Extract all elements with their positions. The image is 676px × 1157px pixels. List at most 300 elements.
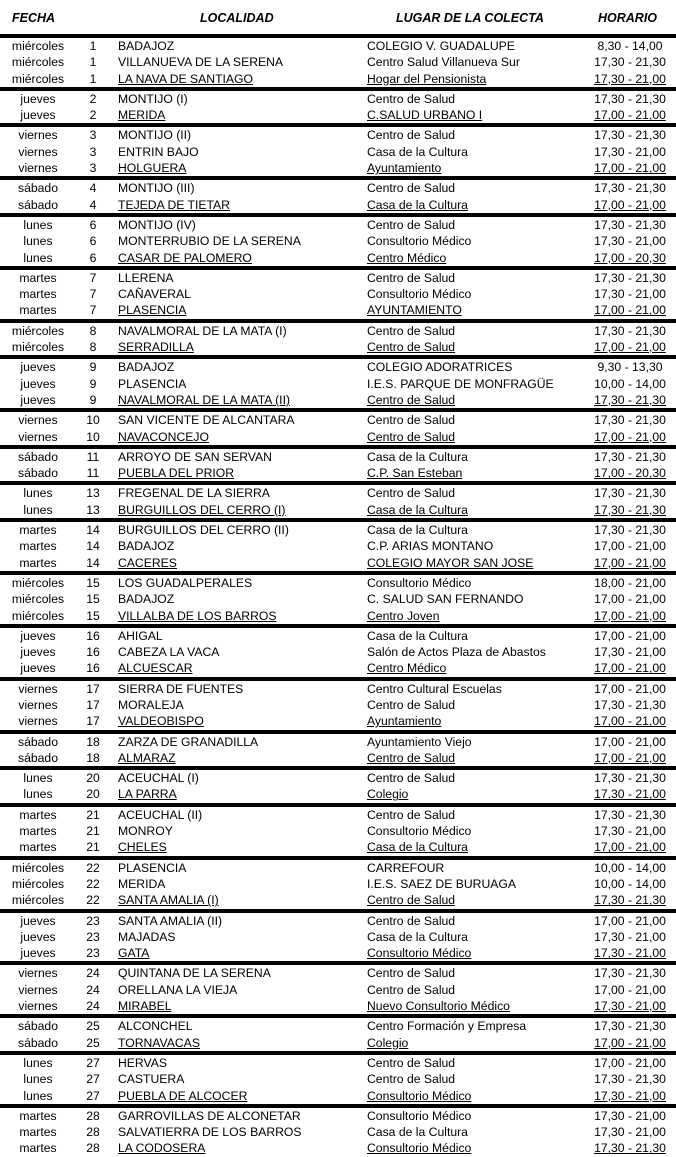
table-row: [0, 392, 676, 408]
table-row: [0, 217, 676, 233]
table-row: [0, 429, 676, 445]
table-row: [0, 1108, 676, 1124]
cell-horario: 17,30 - 21,30: [594, 893, 666, 908]
cell-horario: 17,00 - 21,00: [594, 840, 666, 855]
table-row: [0, 1071, 676, 1087]
cell-localidad: CHELES: [118, 840, 167, 855]
cell-date-day: viernes: [18, 413, 58, 428]
cell-date-day: lunes: [23, 486, 53, 501]
cell-lugar: Centro de Salud: [367, 217, 456, 232]
cell-horario: 17,30 - 21,30: [594, 128, 666, 143]
table-row: [0, 786, 676, 802]
table-row: [0, 449, 676, 465]
cell-lugar: Ayuntamiento Viejo: [367, 734, 472, 749]
cell-date-day: jueves: [20, 108, 56, 123]
cell-date-number: 28: [86, 1141, 100, 1156]
cell-horario: 10,00 - 14,00: [594, 376, 666, 391]
header-localidad: LOCALIDAD: [200, 11, 274, 25]
cell-lugar: COLEGIO MAYOR SAN JOSE: [367, 555, 534, 570]
cell-date-day: lunes: [23, 217, 53, 232]
cell-date-number: 2: [89, 108, 97, 123]
cell-lugar: C. SALUD SAN FERNANDO: [367, 592, 524, 607]
cell-lugar: Casa de la Cultura: [367, 840, 468, 855]
cell-lugar: Consultorio Médico: [367, 1108, 472, 1123]
cell-horario: 17,00 - 21,00: [594, 1035, 666, 1050]
cell-date-day: martes: [19, 270, 57, 285]
date-group: [0, 518, 676, 571]
date-group: [0, 1051, 676, 1104]
cell-horario: 17,30 - 21,30: [594, 323, 666, 338]
cell-localidad: NAVALMORAL DE LA MATA (I): [118, 323, 287, 338]
cell-date-number: 4: [89, 181, 97, 196]
cell-date-number: 22: [86, 876, 100, 891]
table-row: [0, 91, 676, 107]
date-group: [0, 961, 676, 1014]
cell-localidad: NAVACONCEJO: [118, 429, 209, 444]
cell-date-number: 3: [89, 161, 97, 176]
cell-lugar: Casa de la Cultura: [367, 197, 468, 212]
cell-date-day: miércoles: [11, 876, 65, 891]
cell-date-day: martes: [19, 539, 57, 554]
cell-date-number: 15: [86, 575, 100, 590]
cell-localidad: MAJADAS: [118, 929, 176, 944]
cell-date-number: 11: [86, 466, 100, 481]
date-group: [0, 408, 676, 445]
cell-lugar: C.P. ARIAS MONTANO: [367, 539, 494, 554]
date-group: [0, 266, 676, 319]
cell-lugar: Consultorio Médico: [367, 1088, 472, 1103]
cell-lugar: Centro de Salud: [367, 893, 456, 908]
date-group: [0, 34, 676, 87]
cell-date-number: 9: [89, 376, 97, 391]
table-row: [0, 339, 676, 355]
header-fecha: FECHA: [12, 11, 56, 25]
cell-date-day: miércoles: [11, 55, 65, 70]
cell-date-number: 21: [86, 807, 100, 822]
cell-lugar: Centro de Salud: [367, 340, 456, 355]
cell-date-day: lunes: [23, 1055, 53, 1070]
cell-date-day: jueves: [20, 628, 56, 643]
cell-lugar: Centro de Salud: [367, 413, 456, 428]
cell-horario: 17,00 - 21,00: [594, 161, 666, 176]
cell-date-number: 25: [86, 1019, 100, 1034]
cell-date-number: 23: [86, 929, 100, 944]
date-group: [0, 856, 676, 909]
table-row: [0, 1140, 676, 1156]
table-row: [0, 876, 676, 892]
cell-localidad: LA PARRA: [118, 787, 177, 802]
cell-lugar: Centro Formación y Empresa: [367, 1019, 527, 1034]
cell-horario: 17,30 - 21,00: [594, 824, 666, 839]
cell-lugar: I.E.S. SAEZ DE BURUAGA: [367, 876, 516, 891]
table-row: [0, 770, 676, 786]
table-row: [0, 71, 676, 87]
table-row: [0, 807, 676, 823]
cell-horario: 17,00 - 21,00: [594, 714, 666, 729]
date-group: [0, 1014, 676, 1051]
cell-horario: 17,30 - 21,30: [594, 1141, 666, 1156]
cell-date-day: viernes: [18, 681, 58, 696]
cell-date-day: martes: [19, 807, 57, 822]
table-row: [0, 628, 676, 644]
cell-date-number: 14: [86, 539, 100, 554]
cell-date-number: 18: [86, 750, 100, 765]
cell-date-number: 11: [86, 449, 100, 464]
cell-lugar: Centro de Salud: [367, 429, 456, 444]
table-row: [0, 1124, 676, 1140]
cell-lugar: Casa de la Cultura: [367, 523, 468, 538]
cell-horario: 17,30 - 21,30: [594, 270, 666, 285]
cell-date-number: 17: [86, 681, 100, 696]
cell-date-number: 4: [89, 197, 97, 212]
cell-date-day: sábado: [18, 734, 58, 749]
cell-date-day: miércoles: [11, 592, 65, 607]
cell-localidad: CASAR DE PALOMERO: [118, 250, 252, 265]
cell-date-number: 3: [89, 144, 97, 159]
cell-date-number: 25: [86, 1035, 100, 1050]
cell-horario: 8,30 - 14,00: [597, 39, 663, 53]
cell-date-day: martes: [19, 1125, 57, 1140]
cell-lugar: Consultorio Médico: [367, 824, 472, 839]
cell-lugar: Centro de Salud: [367, 392, 456, 407]
table-row: [0, 127, 676, 143]
cell-date-number: 1: [89, 39, 97, 53]
cell-date-number: 10: [86, 413, 100, 428]
cell-horario: 17,30 - 21,00: [594, 929, 666, 944]
cell-horario: 17,30 - 21,00: [594, 1125, 666, 1140]
cell-horario: 17,30 - 21,00: [594, 999, 666, 1014]
cell-date-day: viernes: [18, 982, 58, 997]
cell-localidad: ZARZA DE GRANADILLA: [118, 734, 259, 749]
cell-lugar: COLEGIO V. GUADALUPE: [367, 39, 515, 53]
cell-horario: 17,30 - 21,00: [594, 234, 666, 249]
cell-horario: 17,30 - 21,00: [594, 1108, 666, 1123]
cell-horario: 17,30 - 21,30: [594, 966, 666, 981]
cell-date-number: 2: [89, 91, 97, 106]
cell-date-number: 20: [86, 787, 100, 802]
cell-lugar: Centro Médico: [367, 250, 447, 265]
cell-localidad: SAN VICENTE DE ALCANTARA: [118, 413, 295, 428]
cell-lugar: Casa de la Cultura: [367, 1125, 468, 1140]
table-row: [0, 538, 676, 554]
cell-date-day: jueves: [20, 661, 56, 676]
cell-localidad: MONTIJO (I): [118, 91, 188, 106]
cell-lugar: Ayuntamiento: [367, 714, 442, 729]
cell-date-number: 23: [86, 913, 100, 928]
cell-date-day: jueves: [20, 360, 56, 375]
cell-date-day: viernes: [18, 161, 58, 176]
cell-horario: 17,00 - 21,00: [594, 429, 666, 444]
date-group: [0, 1104, 676, 1157]
table-row: [0, 591, 676, 607]
date-group: [0, 677, 676, 730]
cell-date-day: martes: [19, 840, 57, 855]
cell-date-day: viernes: [18, 714, 58, 729]
cell-horario: 17,00 - 20,30: [594, 466, 666, 481]
cell-date-number: 8: [89, 340, 97, 355]
cell-lugar: Ayuntamiento: [367, 161, 442, 176]
cell-date-number: 16: [86, 645, 100, 660]
cell-lugar: Centro Joven: [367, 608, 440, 623]
cell-horario: 17,30 - 21,30: [594, 771, 666, 786]
cell-horario: 17,30 - 21,30: [594, 523, 666, 538]
cell-lugar: Casa de la Cultura: [367, 628, 468, 643]
table-row: [0, 485, 676, 501]
date-group: [0, 803, 676, 856]
table-row: [0, 713, 676, 729]
cell-date-day: lunes: [23, 1072, 53, 1087]
cell-horario: 17,30 - 21,00: [594, 645, 666, 660]
header-lugar: LUGAR DE LA COLECTA: [396, 11, 544, 25]
cell-horario: 17,30 - 21,30: [594, 502, 666, 517]
cell-date-number: 13: [86, 502, 100, 517]
cell-localidad: TORNAVACAS: [118, 1035, 200, 1050]
cell-date-day: sábado: [18, 750, 58, 765]
cell-lugar: Salón de Actos Plaza de Abastos: [367, 645, 546, 660]
cell-horario: 17,30 - 21,30: [594, 449, 666, 464]
cell-horario: 17,00 - 21,00: [594, 1055, 666, 1070]
cell-date-number: 8: [89, 323, 97, 338]
cell-date-day: miércoles: [11, 860, 65, 875]
table-row: [0, 644, 676, 660]
cell-localidad: GATA: [118, 946, 150, 961]
cell-horario: 10,00 - 14,00: [594, 876, 666, 891]
cell-date-number: 27: [86, 1088, 100, 1103]
cell-horario: 17,00 - 21,00: [594, 539, 666, 554]
cell-horario: 17,30 - 21,30: [594, 91, 666, 106]
cell-date-day: sábado: [18, 1035, 58, 1050]
cell-localidad: MERIDA: [118, 876, 166, 891]
table-row: [0, 270, 676, 286]
cell-date-day: viernes: [18, 429, 58, 444]
cell-localidad: MONTIJO (II): [118, 128, 192, 143]
cell-date-day: martes: [19, 824, 57, 839]
table-row: [0, 1018, 676, 1034]
cell-localidad: LA CODOSERA: [118, 1141, 206, 1156]
cell-date-number: 14: [86, 523, 100, 538]
cell-date-day: miércoles: [11, 39, 65, 53]
cell-localidad: MONTERRUBIO DE LA SERENA: [118, 234, 301, 249]
cell-localidad: TEJEDA DE TIETAR: [118, 197, 230, 212]
cell-lugar: Centro de Salud: [367, 807, 456, 822]
cell-localidad: PLASENCIA: [118, 303, 187, 318]
table-row: [0, 144, 676, 160]
cell-date-day: lunes: [23, 787, 53, 802]
table-row: [0, 286, 676, 302]
table-row: [0, 608, 676, 624]
table-row: [0, 965, 676, 981]
cell-date-number: 16: [86, 661, 100, 676]
table-row: [0, 929, 676, 945]
cell-horario: 9,30 - 13,30: [597, 360, 663, 375]
table-row: [0, 522, 676, 538]
cell-date-number: 22: [86, 860, 100, 875]
cell-lugar: Consultorio Médico: [367, 234, 472, 249]
cell-localidad: ENTRIN BAJO: [118, 144, 199, 159]
cell-date-number: 6: [89, 217, 97, 232]
cell-lugar: I.E.S. PARQUE DE MONFRAGÜE: [367, 376, 554, 391]
cell-horario: 17,30 - 21,30: [594, 217, 666, 232]
cell-lugar: Centro Salud Villanueva Sur: [367, 55, 520, 70]
table-row: [0, 555, 676, 571]
date-group: [0, 319, 676, 356]
cell-date-day: sábado: [18, 181, 58, 196]
cell-localidad: ALMARAZ: [118, 750, 176, 765]
table-row: [0, 860, 676, 876]
cell-lugar: Consultorio Médico: [367, 575, 472, 590]
cell-lugar: Centro Cultural Escuelas: [367, 681, 502, 696]
cell-date-number: 18: [86, 734, 100, 749]
cell-date-day: martes: [19, 303, 57, 318]
cell-date-number: 23: [86, 946, 100, 961]
cell-localidad: PLASENCIA: [118, 860, 187, 875]
cell-localidad: SANTA AMALIA (II): [118, 913, 223, 928]
cell-date-day: viernes: [18, 999, 58, 1014]
cell-date-day: martes: [19, 523, 57, 538]
cell-localidad: SALVATIERRA DE LOS BARROS: [118, 1125, 302, 1140]
cell-horario: 17,00 - 21,00: [594, 340, 666, 355]
cell-lugar: Centro de Salud: [367, 982, 456, 997]
cell-lugar: Casa de la Cultura: [367, 929, 468, 944]
table-row: [0, 54, 676, 70]
table-row: [0, 465, 676, 481]
cell-lugar: Casa de la Cultura: [367, 502, 468, 517]
table-row: [0, 1088, 676, 1104]
cell-horario: 17,30 - 21,30: [594, 55, 666, 70]
cell-localidad: ORELLANA LA VIEJA: [118, 982, 238, 997]
cell-date-day: jueves: [20, 913, 56, 928]
cell-localidad: GARROVILLAS DE ALCONETAR: [118, 1108, 301, 1123]
cell-localidad: MERIDA: [118, 108, 166, 123]
cell-lugar: Nuevo Consultorio Médico: [367, 999, 510, 1014]
date-group: [0, 730, 676, 767]
cell-lugar: Centro de Salud: [367, 181, 456, 196]
cell-date-day: jueves: [20, 946, 56, 961]
cell-localidad: MONTIJO (III): [118, 181, 195, 196]
cell-localidad: PUEBLA DEL PRIOR: [118, 466, 235, 481]
cell-date-number: 16: [86, 628, 100, 643]
cell-date-number: 24: [86, 982, 100, 997]
cell-horario: 17,00 - 21,00: [594, 913, 666, 928]
cell-horario: 17,00 - 21,00: [594, 608, 666, 623]
cell-date-day: martes: [19, 287, 57, 302]
cell-horario: 17,30 - 21,00: [594, 946, 666, 961]
cell-horario: 10,00 - 14,00: [594, 860, 666, 875]
cell-date-number: 7: [89, 287, 97, 302]
cell-date-day: lunes: [23, 771, 53, 786]
cell-date-day: martes: [19, 555, 57, 570]
table-row: [0, 502, 676, 518]
table-row: [0, 998, 676, 1014]
table-row: [0, 1035, 676, 1051]
cell-date-number: 21: [86, 824, 100, 839]
table-row: [0, 38, 676, 54]
cell-localidad: ACEUCHAL (II): [118, 807, 203, 822]
cell-horario: 17,30 - 21,00: [594, 1088, 666, 1103]
schedule-table: [0, 34, 676, 1157]
cell-lugar: Colegio: [367, 787, 409, 802]
cell-date-day: viernes: [18, 966, 58, 981]
cell-localidad: MONROY: [118, 824, 173, 839]
table-row: [0, 302, 676, 318]
cell-localidad: ACEUCHAL (I): [118, 771, 199, 786]
cell-localidad: AHIGAL: [118, 628, 163, 643]
cell-localidad: BURGUILLOS DEL CERRO (I): [118, 502, 286, 517]
cell-date-day: martes: [19, 1108, 57, 1123]
cell-date-number: 1: [89, 71, 97, 86]
cell-horario: 17,00 - 21,00: [594, 661, 666, 676]
table-row: [0, 839, 676, 855]
cell-date-day: miércoles: [11, 323, 65, 338]
cell-date-day: lunes: [23, 234, 53, 249]
cell-lugar: Colegio: [367, 1035, 409, 1050]
table-row: [0, 660, 676, 676]
table-row: [0, 575, 676, 591]
table-row: [0, 160, 676, 176]
date-group: [0, 213, 676, 266]
header-horario: HORARIO: [598, 11, 658, 25]
cell-lugar: Casa de la Cultura: [367, 449, 468, 464]
cell-localidad: CASTUERA: [118, 1072, 185, 1087]
cell-date-number: 22: [86, 893, 100, 908]
cell-date-number: 27: [86, 1055, 100, 1070]
cell-date-number: 28: [86, 1108, 100, 1123]
cell-lugar: Consultorio Médico: [367, 946, 472, 961]
cell-date-number: 6: [89, 234, 97, 249]
cell-localidad: ALCUESCAR: [118, 661, 193, 676]
cell-localidad: HOLGUERA: [118, 161, 187, 176]
cell-date-number: 6: [89, 250, 97, 265]
cell-lugar: Centro de Salud: [367, 913, 456, 928]
cell-horario: 17,30 - 21,00: [594, 287, 666, 302]
cell-localidad: ARROYO DE SAN SERVAN: [118, 449, 272, 464]
cell-date-day: miércoles: [11, 893, 65, 908]
cell-lugar: Centro de Salud: [367, 966, 456, 981]
cell-date-day: miércoles: [11, 340, 65, 355]
cell-horario: 17,30 - 21,30: [594, 1019, 666, 1034]
table-header: [0, 0, 676, 34]
cell-lugar: Centro de Salud: [367, 1055, 456, 1070]
cell-date-number: 14: [86, 555, 100, 570]
cell-horario: 17,00 - 21,00: [594, 734, 666, 749]
cell-localidad: MONTIJO (IV): [118, 217, 196, 232]
cell-date-day: miércoles: [11, 71, 65, 86]
table-row: [0, 823, 676, 839]
cell-lugar: AYUNTAMIENTO: [367, 303, 462, 318]
date-group: [0, 355, 676, 408]
cell-date-day: lunes: [23, 1088, 53, 1103]
cell-lugar: COLEGIO ADORATRICES: [367, 360, 513, 375]
cell-lugar: C.P. San Esteban: [367, 466, 463, 481]
table-row: [0, 945, 676, 961]
cell-localidad: MIRABEL: [118, 999, 172, 1014]
date-group: [0, 481, 676, 518]
cell-localidad: SERRADILLA: [118, 340, 194, 355]
cell-localidad: PLASENCIA: [118, 376, 187, 391]
cell-horario: 17,30 - 21,30: [594, 392, 666, 407]
cell-localidad: VILLALBA DE LOS BARROS: [118, 608, 277, 623]
cell-date-day: miércoles: [11, 608, 65, 623]
cell-localidad: BADAJOZ: [118, 39, 175, 53]
cell-horario: 17,30 - 21,00: [594, 787, 666, 802]
cell-date-number: 17: [86, 714, 100, 729]
cell-horario: 17,30 - 21,30: [594, 807, 666, 822]
cell-horario: 17,00 - 21,00: [594, 681, 666, 696]
cell-date-number: 15: [86, 592, 100, 607]
cell-date-number: 20: [86, 771, 100, 786]
cell-date-number: 13: [86, 486, 100, 501]
cell-horario: 17,30 - 21,30: [594, 413, 666, 428]
